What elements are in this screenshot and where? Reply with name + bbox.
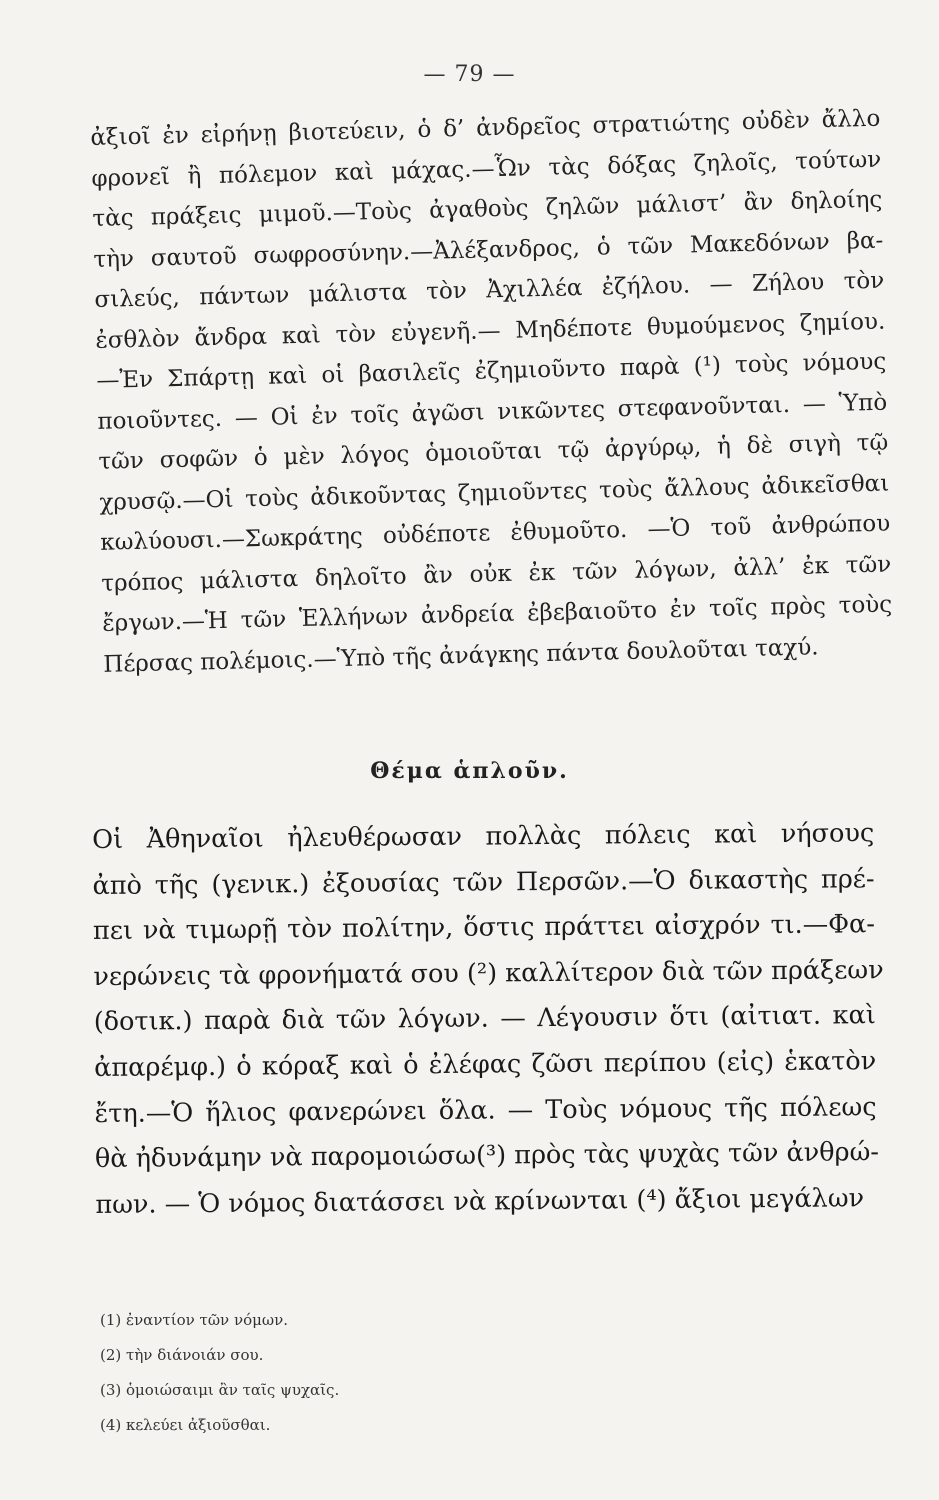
text-line: φρονεῖ ἢ πόλεμον καὶ μάχας.—Ὧν τὰς δόξας ζηλοῖς, τούτων bbox=[91, 146, 882, 192]
text-line: κωλύουσι.—Σωκράτης οὐδέποτε ἐθυμοῦτο. —Ὁ τοῦ ἀνθρώπου bbox=[100, 510, 891, 556]
footnotes bbox=[100, 1303, 520, 1443]
text-line: ἀπαρέμφ.) ὁ κόραξ καὶ ὁ ἐλέφας ζῶσι περίπου (εἰς) ἑκατὸν bbox=[94, 1046, 877, 1083]
text-line: νερώνεις τὰ φρονήματά σου (²) καλλίτερον διὰ τῶν πράξεων bbox=[93, 954, 884, 992]
text-line: ἀξιοῖ ἐν εἰρήνῃ βιοτεύειν, ὁ δ’ ἀνδρεῖος στρατιώτης οὐδὲν ἄλλο bbox=[90, 105, 881, 151]
text-line: Οἱ Ἀθηναῖοι ἠλευθέρωσαν πολλὰς πόλεις καὶ νήσους bbox=[92, 818, 875, 855]
text-line: Πέρσας πολέμοις.—Ὑπὸ τῆς ἀνάγκης πάντα δουλοῦται ταχύ. bbox=[103, 633, 819, 678]
text-line: ἔργων.—Ἡ τῶν Ἑλλήνων ἀνδρεία ἐβεβαιοῦτο ἐν τοῖς πρὸς τοὺς bbox=[102, 591, 893, 637]
text-line: ἐσθλὸν ἄνδρα καὶ τὸν εὐγενῆ.— Μηδέποτε θυμούμενος ζημίου. bbox=[95, 308, 886, 354]
text-line: τρόπος μάλιστα δηλοῖτο ἂν οὐκ ἐκ τῶν λόγων, ἀλλ’ ἐκ τῶν bbox=[101, 551, 892, 597]
text-line: τῶν σοφῶν ὁ μὲν λόγος ὁμοιοῦται τῷ ἀργύρῳ, ἡ δὲ σιγὴ τῷ bbox=[98, 429, 889, 475]
text-line: —Ἐν Σπάρτῃ καὶ οἱ βασιλεῖς ἐζημιοῦντο παρὰ (¹) τοὺς νόμους bbox=[96, 348, 887, 394]
text-line: ποιοῦντες. — Οἱ ἐν τοῖς ἀγῶσι νικῶντες στεφανοῦνται. — Ὑπὸ bbox=[97, 389, 888, 435]
text-line: τὴν σαυτοῦ σωφροσύνην.—Ἀλέξανδρος, ὁ τῶν Μακεδόνων βα- bbox=[93, 227, 884, 273]
footnote: (3) ὁμοιώσαιμι ἂν ταῖς ψυχαῖς. bbox=[100, 1381, 340, 1399]
text-line: χρυσῷ.—Οἱ τοὺς ἀδικοῦντας ζημιοῦντες τοὺς ἄλλους ἀδικεῖσθαι bbox=[99, 470, 890, 516]
text-line: ἔτη.—Ὁ ἥλιος φανερώνει ὅλα. — Τοὺς νόμους τῆς πόλεως bbox=[94, 1091, 877, 1129]
text-line: θὰ ἠδυνάμην νὰ παρομοιώσω(³) πρὸς τὰς ψυχὰς τῶν ἀνθρώ- bbox=[94, 1137, 880, 1175]
footnote: (1) ἐναντίον τῶν νόμων. bbox=[100, 1311, 288, 1329]
text-line: τὰς πράξεις μιμοῦ.—Τοὺς ἀγαθοὺς ζηλῶν μάλιστ’ ἂν δηλοίης bbox=[92, 186, 883, 232]
text-line: ἀπὸ τῆς (γενικ.) ἐξουσίας τῶν Περσῶν.—Ὁ δικαστὴς πρέ- bbox=[92, 863, 875, 901]
text-line: (δοτικ.) παρὰ διὰ τῶν λόγων. — Λέγουσιν ὅτι (αἰτιατ. καὶ bbox=[93, 1000, 876, 1038]
modern-greek-exercise bbox=[92, 811, 884, 1228]
text-line: πει νὰ τιμωρῇ τὸν πολίτην, ὅστις πράττει αἰσχρόν τι.—Φα- bbox=[92, 909, 876, 947]
section-heading: Θέμα ἁπλοῦν. bbox=[370, 758, 569, 784]
page-number: — 79 — bbox=[423, 62, 516, 87]
text-line: πων. — Ὁ νόμος διατάσσει νὰ κρίνωνται (⁴) ἄξιοι μεγάλων bbox=[95, 1183, 865, 1220]
greek-text-upper bbox=[90, 99, 894, 685]
footnote: (2) τὴν διάνοιάν σου. bbox=[100, 1346, 264, 1364]
text-line: σιλεύς, πάντων μάλιστα τὸν Ἀχιλλέα ἐζήλου. — Ζήλου τὸν bbox=[94, 267, 885, 313]
footnote: (4) κελεύει ἀξιοῦσθαι. bbox=[100, 1416, 271, 1434]
